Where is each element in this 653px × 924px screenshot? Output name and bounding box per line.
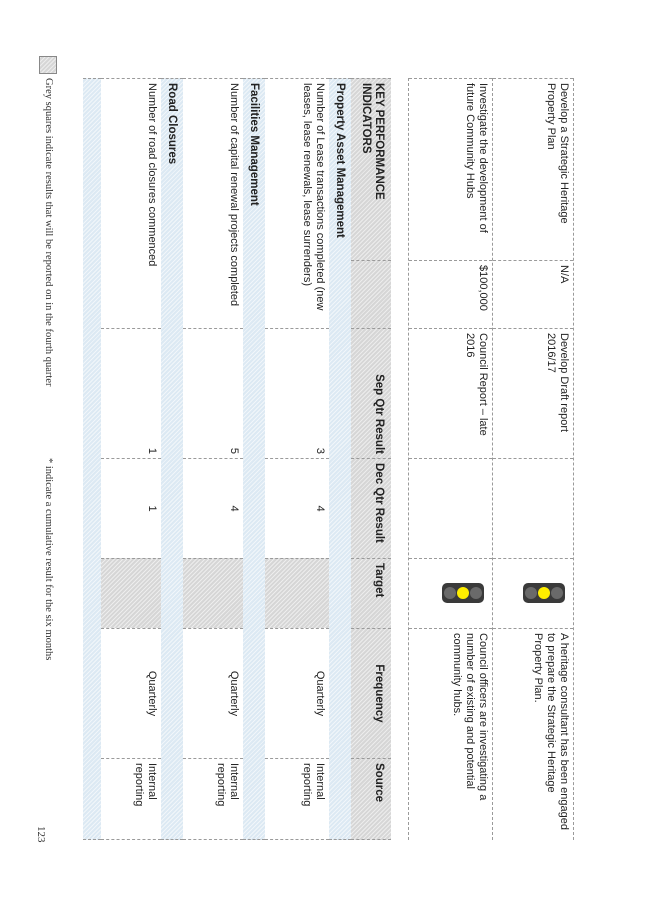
kpi-target — [265, 558, 329, 628]
plan-status — [493, 558, 573, 628]
frequency-header: Frequency — [351, 628, 391, 758]
plan-budget: $100,000 — [409, 260, 492, 328]
kpi-source: Internal reporting — [183, 758, 243, 840]
kpi-dec: 4 — [265, 458, 329, 558]
plan-milestone: Develop Draft report 2016/17 — [493, 328, 573, 458]
plan-comment: A heritage consultant has been engaged to prepare the Strategic Heritage Property Plan. — [493, 628, 573, 840]
section-title: Facilities Management — [243, 78, 265, 840]
kpi-name: Number of Lease transactions completed (new leases, lease renewals, lease surrenders) — [265, 78, 329, 328]
plan-status — [409, 558, 492, 628]
kpi-target — [101, 558, 161, 628]
footer — [33, 56, 57, 816]
section-title: Road Closures — [161, 78, 183, 840]
kpi-frequency: Quarterly — [265, 628, 329, 758]
traffic-light-icon — [442, 583, 484, 603]
kpi-dec: 1 — [101, 458, 161, 558]
kpi-row — [183, 78, 243, 840]
kpi-frequency: Quarterly — [183, 628, 243, 758]
kpi-row — [265, 78, 329, 840]
plan-comment: Council officers are investigating a number of existing and potential community hubs. — [409, 628, 492, 840]
plan-row — [409, 78, 492, 840]
table-end-band — [83, 78, 101, 840]
target-header: Target — [351, 558, 391, 628]
cumulative-note: * indicate a cumulative result for the six months — [43, 458, 54, 661]
plan-action: Develop a Strategic Heritage Property Plan — [493, 78, 573, 260]
kpi-name: Number of capital renewal projects completed — [183, 78, 243, 328]
kpi-target — [183, 558, 243, 628]
kpi-frequency: Quarterly — [101, 628, 161, 758]
kpi-name: Number of road closures commenced — [101, 78, 161, 328]
dec-header: Dec Qtr Result — [351, 458, 391, 558]
kpi-sep: 1 — [101, 328, 161, 458]
kpi-dec: 4 — [183, 458, 243, 558]
kpi-header-row — [351, 78, 391, 840]
source-header: Source — [351, 758, 391, 840]
page-number: 123 — [35, 826, 47, 843]
plan-action: Investigate the development of future Community Hubs — [409, 78, 492, 260]
traffic-light-icon — [523, 583, 565, 603]
kpi-row — [101, 78, 161, 840]
sep-header: Sep Qtr Result — [351, 328, 391, 458]
section-row — [161, 78, 183, 840]
plan-milestone: Council Report – late 2016 — [409, 328, 492, 458]
kpi-source: Internal reporting — [101, 758, 161, 840]
section-row — [243, 78, 265, 840]
plan-row — [493, 78, 573, 840]
kpi-header: KEY PERFORMANCE INDICATORS — [351, 78, 391, 260]
kpi-source: Internal reporting — [265, 758, 329, 840]
section-row — [329, 78, 351, 840]
kpi-sep: 5 — [183, 328, 243, 458]
legend-text: Grey squares indicate results that will be reported on in the fourth quarter — [43, 78, 54, 387]
plan-budget: N/A — [493, 260, 573, 328]
section-title: Property Asset Management — [329, 78, 351, 840]
kpi-sep: 3 — [265, 328, 329, 458]
legend-swatch — [39, 56, 57, 74]
